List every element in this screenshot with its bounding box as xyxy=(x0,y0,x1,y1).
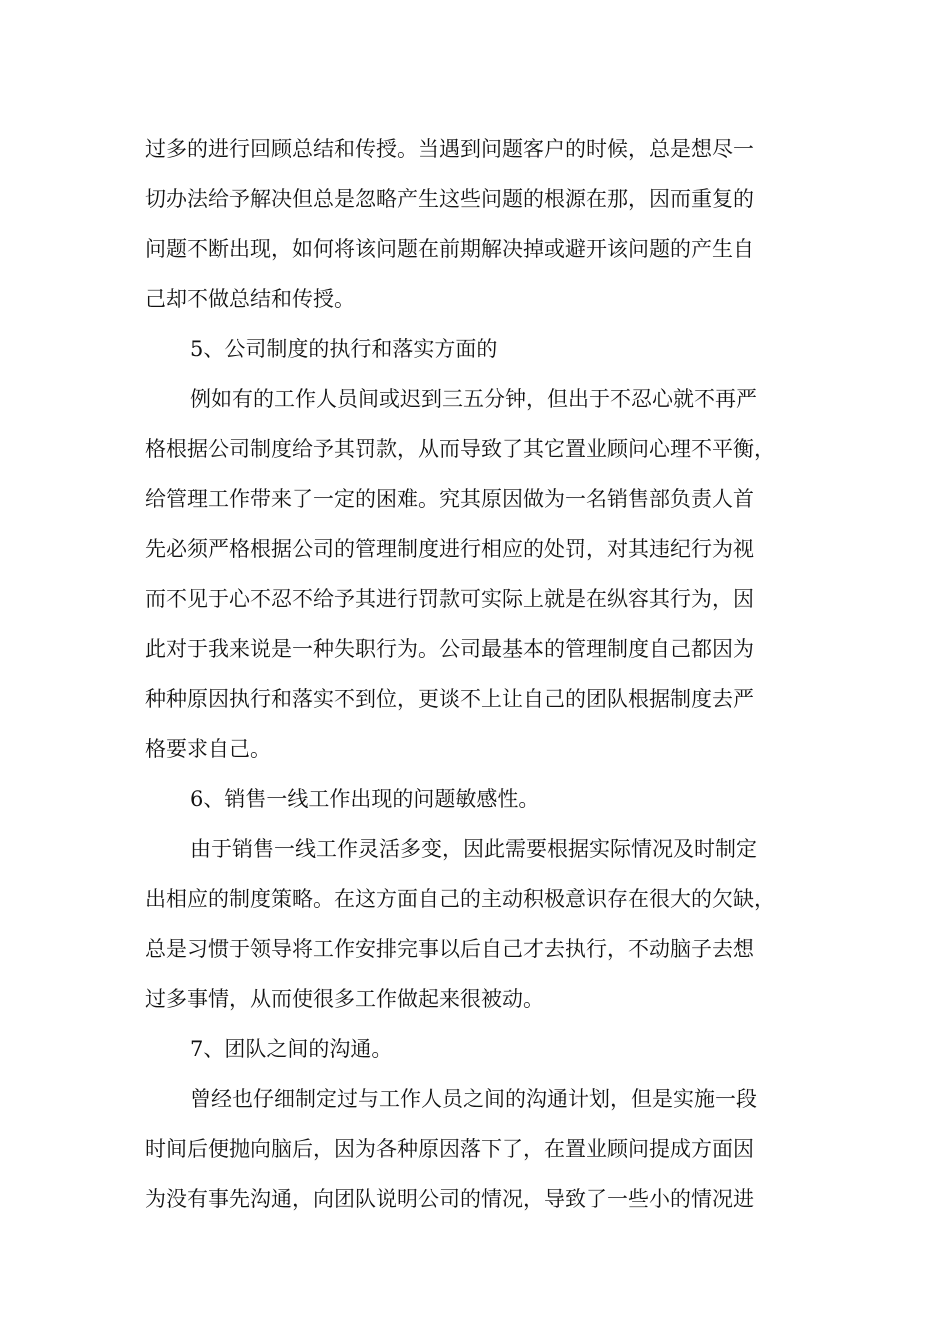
text-line: 格要求自己。 xyxy=(145,737,271,761)
text-line: 问题不断出现，如何将该问题在前期解决掉或避开该问题的产生自 xyxy=(145,237,754,261)
text-line: 例如有的工作人员间或迟到三五分钟，但出于不忍心就不再严 xyxy=(190,387,757,411)
text-line: 由于销售一线工作灵活多变，因此需要根据实际情况及时制定 xyxy=(190,837,757,861)
text-line: 为没有事先沟通，向团队说明公司的情况，导致了一些小的情况进 xyxy=(145,1187,754,1211)
text-line: 而不见于心不忍不给予其进行罚款可实际上就是在纵容其行为，因 xyxy=(145,587,754,611)
text-line: 5、公司制度的执行和落实方面的 xyxy=(190,337,498,361)
text-line: 己却不做总结和传授。 xyxy=(145,287,355,311)
text-line: 格根据公司制度给予其罚款，从而导致了其它置业顾问心理不平衡， xyxy=(145,437,775,461)
text-line: 此对于我来说是一种失职行为。公司最基本的管理制度自己都因为 xyxy=(145,637,754,661)
text-line: 出相应的制度策略。在这方面自己的主动积极意识存在很大的欠缺， xyxy=(145,887,775,911)
text-line: 种种原因执行和落实不到位，更谈不上让自己的团队根据制度去严 xyxy=(145,687,754,711)
text-line: 总是习惯于领导将工作安排完事以后自己才去执行，不动脑子去想 xyxy=(145,937,754,961)
text-line: 时间后便抛向脑后，因为各种原因落下了，在置业顾问提成方面因 xyxy=(145,1137,754,1161)
body-text xyxy=(145,124,810,1224)
text-line: 先必须严格根据公司的管理制度进行相应的处罚，对其违纪行为视 xyxy=(145,537,754,561)
text-line: 过多事情，从而使很多工作做起来很被动。 xyxy=(145,987,544,1011)
text-line: 过多的进行回顾总结和传授。当遇到问题客户的时候，总是想尽一 xyxy=(145,137,754,161)
text-line: 6、销售一线工作出现的问题敏感性。 xyxy=(190,787,540,811)
text-line: 给管理工作带来了一定的困难。究其原因做为一名销售部负责人首 xyxy=(145,487,754,511)
text-line: 7、团队之间的沟通。 xyxy=(190,1037,393,1061)
text-line: 曾经也仔细制定过与工作人员之间的沟通计划，但是实施一段 xyxy=(190,1087,757,1111)
text-line: 切办法给予解决但总是忽略产生这些问题的根源在那，因而重复的 xyxy=(145,187,754,211)
